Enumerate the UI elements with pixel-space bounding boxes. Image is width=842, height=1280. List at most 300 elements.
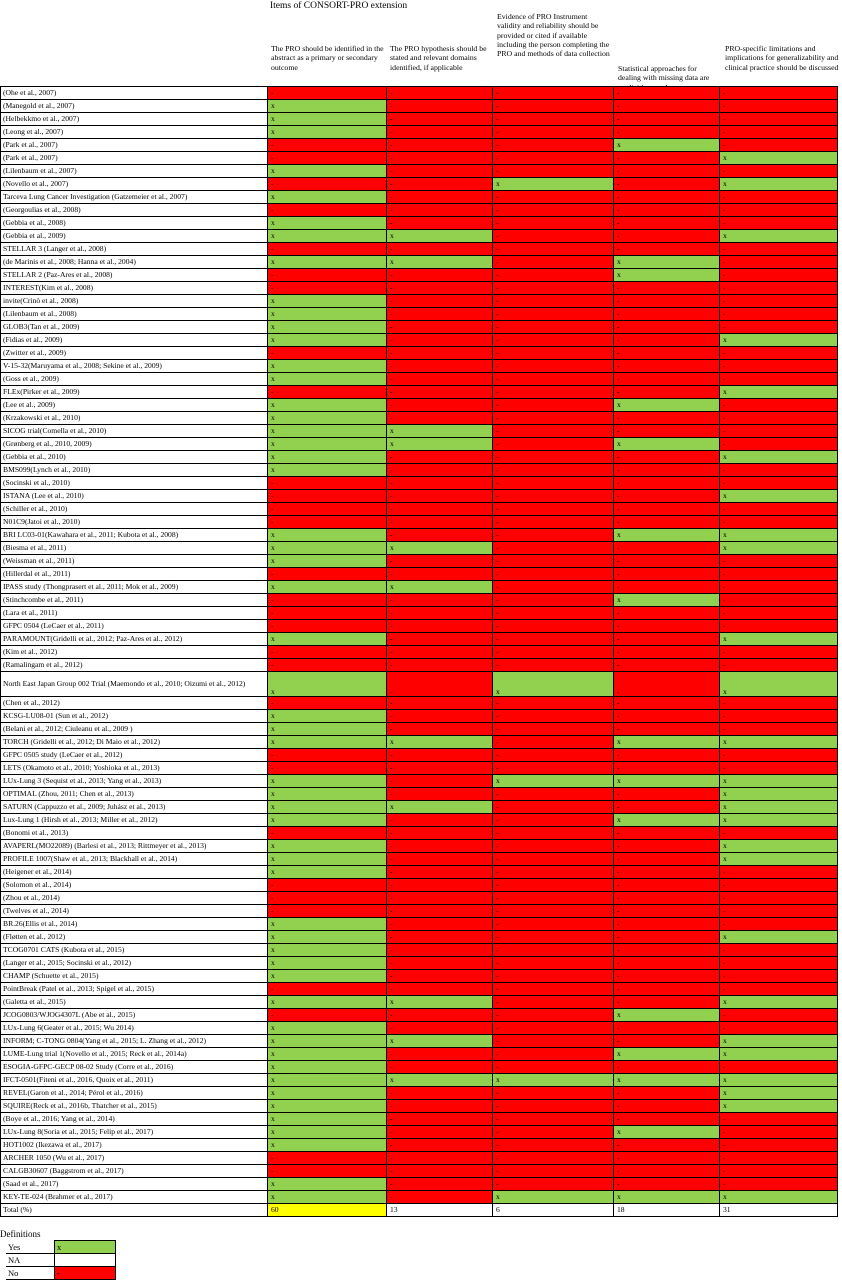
criterion-cell: - bbox=[614, 1152, 720, 1165]
table-row bbox=[1, 178, 838, 191]
table-row bbox=[1, 581, 838, 594]
criterion-cell: - bbox=[720, 113, 838, 126]
criterion-cell: - bbox=[614, 1022, 720, 1035]
criterion-cell: - bbox=[614, 1061, 720, 1074]
criterion-cell: - bbox=[493, 1126, 614, 1139]
criterion-cell: x bbox=[268, 866, 387, 879]
total-value: 13 bbox=[387, 1204, 493, 1217]
criterion-cell: - bbox=[493, 152, 614, 165]
criterion-cell: - bbox=[493, 620, 614, 633]
study-cell: (Saad et al., 2017) bbox=[1, 1178, 268, 1191]
study-cell: LETS (Okamoto et al., 2010; Yoshioka et al., 2013) bbox=[1, 762, 268, 775]
criterion-cell: - bbox=[387, 568, 493, 581]
table-row bbox=[1, 620, 838, 633]
criterion-cell: x bbox=[268, 1113, 387, 1126]
criterion-cell: - bbox=[614, 827, 720, 840]
study-cell: FLEx(Pirker et al., 2009) bbox=[1, 386, 268, 399]
criterion-cell: - bbox=[720, 568, 838, 581]
criterion-cell: - bbox=[614, 944, 720, 957]
criterion-cell: - bbox=[720, 204, 838, 217]
study-cell: (Heigener et al., 2014) bbox=[1, 866, 268, 879]
criterion-cell: - bbox=[614, 905, 720, 918]
criterion-cell: - bbox=[387, 931, 493, 944]
criterion-cell: - bbox=[387, 503, 493, 516]
criterion-cell: x bbox=[720, 542, 838, 555]
criterion-cell: - bbox=[387, 360, 493, 373]
study-cell: (Socinski et al., 2010) bbox=[1, 477, 268, 490]
criterion-cell: - bbox=[493, 840, 614, 853]
criterion-cell: - bbox=[268, 347, 387, 360]
study-cell: (Leong et al., 2007) bbox=[1, 126, 268, 139]
study-cell: N01C9(Jatoi et al., 2010) bbox=[1, 516, 268, 529]
criterion-cell: x bbox=[268, 1087, 387, 1100]
criterion-cell: - bbox=[387, 1009, 493, 1022]
study-cell: SICOG trial(Comella et al., 2010) bbox=[1, 425, 268, 438]
consort-pro-table bbox=[0, 86, 838, 1217]
study-cell: (Solomon et al., 2014) bbox=[1, 879, 268, 892]
criterion-cell: - bbox=[614, 295, 720, 308]
criterion-cell: - bbox=[614, 1035, 720, 1048]
criterion-cell: - bbox=[387, 516, 493, 529]
criterion-cell: - bbox=[720, 957, 838, 970]
criterion-cell: - bbox=[493, 892, 614, 905]
criterion-cell: x bbox=[268, 788, 387, 801]
criterion-cell: - bbox=[614, 464, 720, 477]
table-row bbox=[1, 269, 838, 282]
criterion-cell: x bbox=[614, 529, 720, 542]
criterion-cell: x bbox=[268, 957, 387, 970]
table-row bbox=[1, 321, 838, 334]
criterion-cell: x bbox=[493, 775, 614, 788]
criterion-cell: x bbox=[720, 853, 838, 866]
total-value: 60 bbox=[268, 1204, 387, 1217]
criterion-cell: - bbox=[387, 1191, 493, 1204]
criterion-cell: - bbox=[493, 1113, 614, 1126]
table-row bbox=[1, 633, 838, 646]
criterion-cell: - bbox=[493, 594, 614, 607]
criterion-cell: - bbox=[720, 879, 838, 892]
criterion-cell: - bbox=[720, 1113, 838, 1126]
criterion-cell: x bbox=[614, 814, 720, 827]
criterion-cell: - bbox=[614, 892, 720, 905]
criterion-cell: x bbox=[268, 1178, 387, 1191]
criterion-cell: x bbox=[720, 1074, 838, 1087]
criterion-cell: x bbox=[268, 295, 387, 308]
criterion-cell: - bbox=[387, 827, 493, 840]
criterion-cell: - bbox=[493, 736, 614, 749]
criterion-cell: - bbox=[614, 568, 720, 581]
study-cell: PROFILE 1007(Shaw et al., 2013; Blackhall et al., 2014) bbox=[1, 853, 268, 866]
table-row bbox=[1, 1152, 838, 1165]
criterion-cell: x bbox=[387, 425, 493, 438]
study-cell: PointBreak (Patel et al., 2013; Spigel et al., 2015) bbox=[1, 983, 268, 996]
criterion-cell: - bbox=[720, 308, 838, 321]
criterion-cell: - bbox=[614, 321, 720, 334]
criterion-cell: - bbox=[614, 503, 720, 516]
criterion-cell: - bbox=[493, 749, 614, 762]
study-cell: (Novello et al., 2007) bbox=[1, 178, 268, 191]
criterion-cell: x bbox=[387, 542, 493, 555]
criterion-cell: - bbox=[614, 1165, 720, 1178]
study-cell: (Stinchcombe et al., 2011) bbox=[1, 594, 268, 607]
criterion-cell: - bbox=[720, 360, 838, 373]
criterion-cell: - bbox=[387, 178, 493, 191]
criterion-cell: - bbox=[387, 723, 493, 736]
criterion-cell: - bbox=[268, 749, 387, 762]
criterion-cell: - bbox=[493, 801, 614, 814]
criterion-cell: - bbox=[614, 204, 720, 217]
criterion-cell: - bbox=[387, 529, 493, 542]
criterion-cell: - bbox=[614, 801, 720, 814]
criterion-cell: - bbox=[493, 1061, 614, 1074]
criterion-cell: - bbox=[268, 477, 387, 490]
criterion-cell: x bbox=[268, 334, 387, 347]
table-row bbox=[1, 710, 838, 723]
study-cell: PARAMOUNT(Gridelli et al., 2012; Paz-Ares et al., 2012) bbox=[1, 633, 268, 646]
table-row bbox=[1, 516, 838, 529]
legend-swatch: - bbox=[55, 1267, 116, 1280]
criterion-cell: x bbox=[614, 438, 720, 451]
criterion-cell: - bbox=[387, 905, 493, 918]
criterion-cell: x bbox=[720, 1087, 838, 1100]
table-row bbox=[1, 840, 838, 853]
criterion-cell: - bbox=[614, 178, 720, 191]
criterion-cell: x bbox=[268, 126, 387, 139]
study-cell: (Manegold et al., 2007) bbox=[1, 100, 268, 113]
criterion-cell: - bbox=[387, 113, 493, 126]
criterion-cell: - bbox=[720, 373, 838, 386]
criterion-cell: - bbox=[720, 646, 838, 659]
table-row bbox=[1, 762, 838, 775]
table-row bbox=[1, 295, 838, 308]
table-row bbox=[1, 347, 838, 360]
legend-swatch bbox=[55, 1254, 116, 1267]
criterion-cell: - bbox=[493, 347, 614, 360]
criterion-cell: x bbox=[268, 451, 387, 464]
table-row bbox=[1, 788, 838, 801]
criterion-cell: - bbox=[614, 360, 720, 373]
criterion-cell: x bbox=[387, 438, 493, 451]
table-row bbox=[1, 438, 838, 451]
study-cell: LUME-Lung trial 1(Novello et al., 2015; Reck et al., 2014a) bbox=[1, 1048, 268, 1061]
criterion-cell: x bbox=[720, 386, 838, 399]
criterion-cell: - bbox=[268, 243, 387, 256]
criterion-cell: - bbox=[387, 840, 493, 853]
criterion-cell: x bbox=[268, 1100, 387, 1113]
criterion-cell: - bbox=[493, 87, 614, 100]
table-row bbox=[1, 165, 838, 178]
criterion-cell: x bbox=[268, 1126, 387, 1139]
criterion-cell: - bbox=[614, 516, 720, 529]
criterion-cell: - bbox=[268, 1009, 387, 1022]
criterion-cell: - bbox=[387, 1100, 493, 1113]
criterion-cell: - bbox=[614, 152, 720, 165]
criterion-cell: - bbox=[614, 555, 720, 568]
table-row bbox=[1, 801, 838, 814]
column-header-limitations: PRO-specific limitations and implications for generalizability and clinical practice should be discussed bbox=[725, 44, 839, 72]
criterion-cell: - bbox=[493, 1178, 614, 1191]
study-cell: (Lara et al., 2011) bbox=[1, 607, 268, 620]
criterion-cell: x bbox=[268, 970, 387, 983]
criterion-cell: - bbox=[493, 438, 614, 451]
criterion-cell: - bbox=[493, 126, 614, 139]
table-body bbox=[1, 87, 838, 1217]
study-cell: INFORM; C-TONG 0804(Yang et al., 2015; L. Zhang et al., 2012) bbox=[1, 1035, 268, 1048]
study-cell: ISTANA (Lee et al., 2010) bbox=[1, 490, 268, 503]
criterion-cell: - bbox=[493, 100, 614, 113]
study-cell: BR.26(Ellis et al., 2014) bbox=[1, 918, 268, 931]
criterion-cell: - bbox=[387, 749, 493, 762]
criterion-cell: x bbox=[493, 1191, 614, 1204]
criterion-cell: x bbox=[268, 710, 387, 723]
criterion-cell: - bbox=[268, 1165, 387, 1178]
criterion-cell: x bbox=[387, 1074, 493, 1087]
criterion-cell: - bbox=[493, 204, 614, 217]
study-cell: North East Japan Group 002 Trial (Maemondo et al., 2010; Oizumi et al., 2012) bbox=[1, 672, 268, 697]
criterion-cell: - bbox=[493, 282, 614, 295]
criterion-cell: - bbox=[493, 295, 614, 308]
criterion-cell: x bbox=[493, 672, 614, 697]
table-row bbox=[1, 191, 838, 204]
criterion-cell: - bbox=[720, 892, 838, 905]
column-header-validity: Evidence of PRO Instrument validity and reliability should be provided or cited if available including the person completing the PRO and methods of data collection bbox=[497, 12, 610, 59]
criterion-cell: - bbox=[614, 710, 720, 723]
criterion-cell: - bbox=[387, 775, 493, 788]
criterion-cell: - bbox=[387, 555, 493, 568]
criterion-cell: - bbox=[387, 412, 493, 425]
criterion-cell: - bbox=[387, 191, 493, 204]
criterion-cell: x bbox=[720, 529, 838, 542]
criterion-cell: x bbox=[268, 191, 387, 204]
legend-label: NA bbox=[6, 1254, 55, 1267]
study-cell: CHAMP (Schuette et al., 2015) bbox=[1, 970, 268, 983]
criterion-cell: - bbox=[614, 633, 720, 646]
criterion-cell: x bbox=[614, 256, 720, 269]
table-row bbox=[1, 723, 838, 736]
criterion-cell: x bbox=[268, 1022, 387, 1035]
table-row bbox=[1, 1126, 838, 1139]
column-header-abstract: The PRO should be identified in the abstract as a primary or secondary outcome bbox=[271, 44, 384, 72]
study-cell: (Boye et al., 2016; Yang et al., 2014) bbox=[1, 1113, 268, 1126]
table-row bbox=[1, 957, 838, 970]
criterion-cell: - bbox=[387, 139, 493, 152]
criterion-cell: x bbox=[268, 542, 387, 555]
table-row bbox=[1, 256, 838, 269]
criterion-cell: x bbox=[720, 633, 838, 646]
criterion-cell: - bbox=[493, 970, 614, 983]
criterion-cell: - bbox=[268, 269, 387, 282]
criterion-cell: - bbox=[387, 788, 493, 801]
criterion-cell: x bbox=[268, 308, 387, 321]
criterion-cell: - bbox=[614, 386, 720, 399]
criterion-cell: - bbox=[720, 165, 838, 178]
criterion-cell: - bbox=[493, 1022, 614, 1035]
criterion-cell: - bbox=[387, 853, 493, 866]
criterion-cell: - bbox=[720, 697, 838, 710]
criterion-cell: x bbox=[614, 399, 720, 412]
criterion-cell: - bbox=[720, 243, 838, 256]
criterion-cell: x bbox=[614, 269, 720, 282]
criterion-cell: - bbox=[493, 1009, 614, 1022]
criterion-cell: - bbox=[493, 827, 614, 840]
criterion-cell: - bbox=[387, 866, 493, 879]
table-row bbox=[1, 1113, 838, 1126]
study-cell: (Weissman et al., 2011) bbox=[1, 555, 268, 568]
criterion-cell: - bbox=[614, 879, 720, 892]
criterion-cell: - bbox=[387, 100, 493, 113]
criterion-cell: - bbox=[493, 1100, 614, 1113]
study-cell: LUx-Lung 3 (Sequist et al., 2013; Yang et al., 2013) bbox=[1, 775, 268, 788]
criterion-cell: - bbox=[493, 256, 614, 269]
criterion-cell: - bbox=[493, 542, 614, 555]
criterion-cell: - bbox=[387, 983, 493, 996]
study-cell: TCOG0701 CATS (Kubota et al., 2015) bbox=[1, 944, 268, 957]
criterion-cell: - bbox=[268, 139, 387, 152]
criterion-cell: - bbox=[387, 165, 493, 178]
table-row bbox=[1, 905, 838, 918]
criterion-cell: x bbox=[268, 230, 387, 243]
criterion-cell: - bbox=[387, 243, 493, 256]
criterion-cell: x bbox=[268, 1074, 387, 1087]
criterion-cell: - bbox=[720, 749, 838, 762]
criterion-cell: - bbox=[614, 866, 720, 879]
criterion-cell: - bbox=[493, 529, 614, 542]
criterion-cell: x bbox=[720, 814, 838, 827]
table-row bbox=[1, 477, 838, 490]
criterion-cell: - bbox=[387, 464, 493, 477]
criterion-cell: - bbox=[614, 672, 720, 697]
criterion-cell: x bbox=[268, 736, 387, 749]
criterion-cell: - bbox=[493, 866, 614, 879]
criterion-cell: - bbox=[268, 568, 387, 581]
criterion-cell: - bbox=[720, 1178, 838, 1191]
criterion-cell: - bbox=[387, 620, 493, 633]
criterion-cell: - bbox=[387, 204, 493, 217]
criterion-cell: - bbox=[720, 100, 838, 113]
study-cell: (Lee et al., 2009) bbox=[1, 399, 268, 412]
table-row bbox=[1, 568, 838, 581]
table-row bbox=[1, 853, 838, 866]
criterion-cell: - bbox=[720, 970, 838, 983]
table-row bbox=[1, 736, 838, 749]
criterion-cell: - bbox=[268, 204, 387, 217]
table-row bbox=[1, 607, 838, 620]
criterion-cell: x bbox=[387, 256, 493, 269]
criterion-cell: - bbox=[493, 788, 614, 801]
criterion-cell: - bbox=[387, 762, 493, 775]
criterion-cell: x bbox=[614, 139, 720, 152]
criterion-cell: - bbox=[720, 282, 838, 295]
criterion-cell: x bbox=[268, 256, 387, 269]
criterion-cell: - bbox=[614, 697, 720, 710]
criterion-cell: x bbox=[720, 801, 838, 814]
criterion-cell: - bbox=[614, 983, 720, 996]
study-cell: (Helbekkmo et al., 2007) bbox=[1, 113, 268, 126]
study-cell: CALGB30607 (Baggstrom et al., 2017) bbox=[1, 1165, 268, 1178]
criterion-cell: - bbox=[720, 1152, 838, 1165]
criterion-cell: - bbox=[387, 1087, 493, 1100]
criterion-cell: x bbox=[720, 672, 838, 697]
study-cell: (Park et al., 2007) bbox=[1, 152, 268, 165]
criterion-cell: - bbox=[493, 918, 614, 931]
criterion-cell: - bbox=[493, 217, 614, 230]
criterion-cell: - bbox=[720, 516, 838, 529]
criterion-cell: x bbox=[493, 1074, 614, 1087]
study-cell: (Krzakowski et al., 2010) bbox=[1, 412, 268, 425]
criterion-cell: - bbox=[493, 503, 614, 516]
criterion-cell: x bbox=[614, 1126, 720, 1139]
criterion-cell: x bbox=[720, 451, 838, 464]
criterion-cell: - bbox=[614, 840, 720, 853]
criterion-cell: - bbox=[614, 477, 720, 490]
criterion-cell: x bbox=[720, 736, 838, 749]
criterion-cell: - bbox=[387, 152, 493, 165]
criterion-cell: x bbox=[268, 814, 387, 827]
criterion-cell: x bbox=[387, 1035, 493, 1048]
table-row bbox=[1, 996, 838, 1009]
table-row bbox=[1, 1061, 838, 1074]
study-cell: SATURN (Cappuzzo et al., 2009; Juhász et al., 2013) bbox=[1, 801, 268, 814]
legend-label: Yes bbox=[6, 1241, 55, 1254]
study-cell: GFPC 0504 (LeCaer et al., 2011) bbox=[1, 620, 268, 633]
criterion-cell: - bbox=[493, 944, 614, 957]
criterion-cell: - bbox=[493, 607, 614, 620]
criterion-cell: x bbox=[268, 373, 387, 386]
study-cell: HOT1002 (Ikezawa et al., 2017) bbox=[1, 1139, 268, 1152]
total-value: 18 bbox=[614, 1204, 720, 1217]
criterion-cell: - bbox=[387, 672, 493, 697]
table-row bbox=[1, 866, 838, 879]
table-row bbox=[1, 412, 838, 425]
table-row bbox=[1, 672, 838, 697]
criterion-cell: - bbox=[493, 659, 614, 672]
criterion-cell: - bbox=[720, 217, 838, 230]
criterion-cell: - bbox=[720, 827, 838, 840]
criterion-cell: x bbox=[268, 113, 387, 126]
criterion-cell: - bbox=[720, 321, 838, 334]
criterion-cell: - bbox=[268, 983, 387, 996]
criterion-cell: - bbox=[493, 243, 614, 256]
criterion-cell: x bbox=[720, 775, 838, 788]
criterion-cell: x bbox=[268, 775, 387, 788]
table-row bbox=[1, 230, 838, 243]
criterion-cell: - bbox=[268, 282, 387, 295]
criterion-cell: - bbox=[614, 788, 720, 801]
table-title: Items of CONSORT-PRO extension bbox=[270, 1, 408, 11]
study-cell: JCOG0803/WJOG4307L (Abe et al., 2015) bbox=[1, 1009, 268, 1022]
criterion-cell: - bbox=[720, 1126, 838, 1139]
criterion-cell: x bbox=[268, 399, 387, 412]
table-row bbox=[1, 944, 838, 957]
criterion-cell: x bbox=[268, 1139, 387, 1152]
criterion-cell: - bbox=[614, 723, 720, 736]
table-row bbox=[1, 1178, 838, 1191]
criterion-cell: - bbox=[387, 1022, 493, 1035]
criterion-cell: x bbox=[268, 464, 387, 477]
study-cell: INTEREST(Kim et al., 2008) bbox=[1, 282, 268, 295]
criterion-cell: x bbox=[720, 178, 838, 191]
table-row bbox=[1, 659, 838, 672]
criterion-cell: - bbox=[720, 723, 838, 736]
study-cell: (de Marinis et al., 2008; Hanna et al., 2004) bbox=[1, 256, 268, 269]
criterion-cell: - bbox=[493, 386, 614, 399]
study-cell: AVAPERL(MO22089) (Barlesi et al., 2013; Rittmeyer et al., 2013) bbox=[1, 840, 268, 853]
study-cell: (Park et al., 2007) bbox=[1, 139, 268, 152]
criterion-cell: x bbox=[268, 438, 387, 451]
study-cell: (Ohe et al., 2007) bbox=[1, 87, 268, 100]
criterion-cell: - bbox=[493, 165, 614, 178]
criterion-cell: - bbox=[493, 581, 614, 594]
